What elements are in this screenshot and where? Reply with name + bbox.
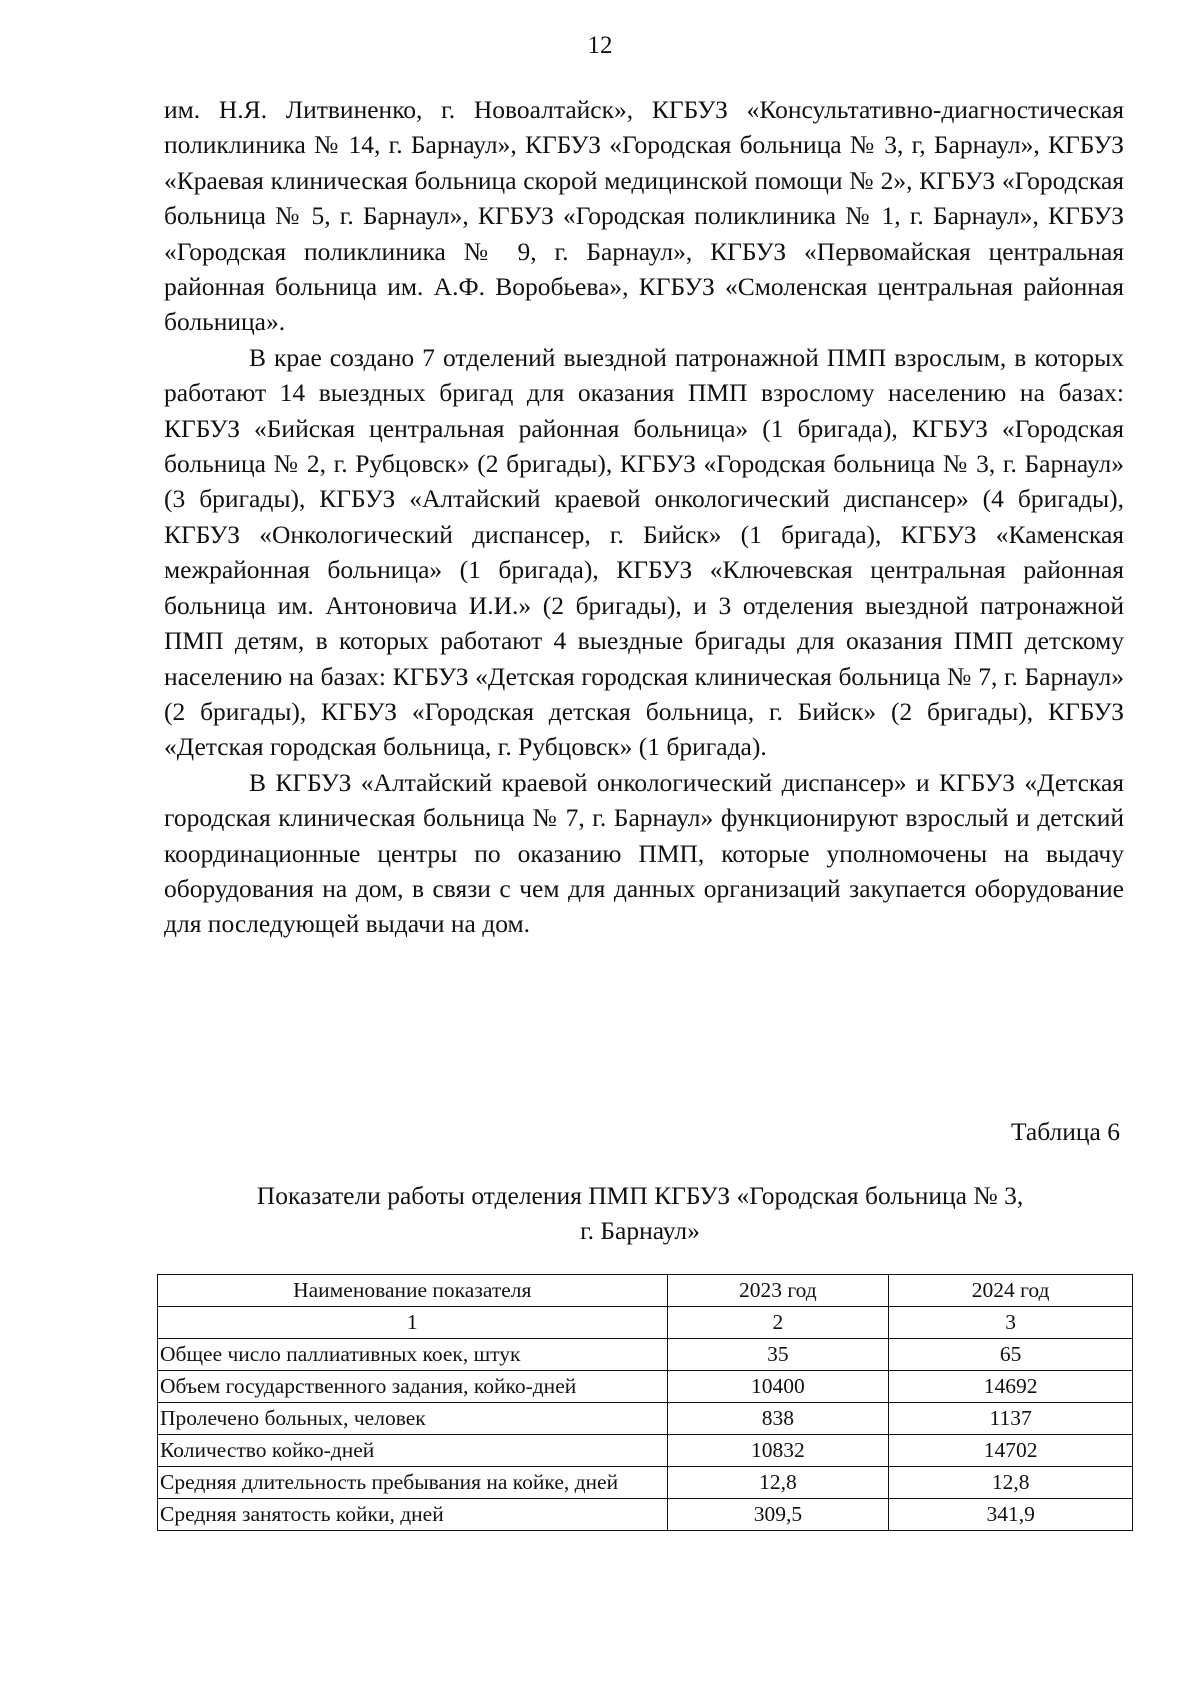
table-title [160, 1178, 1120, 1248]
table-title-line-1: Показатели работы отделения ПМП КГБУЗ «Городская больница № 3, [256, 1181, 1024, 1210]
row-indicator-name: Общее число паллиативных коек, штук [158, 1339, 668, 1371]
row-value-2023: 10832 [667, 1435, 889, 1467]
row-value-2024: 14692 [889, 1371, 1133, 1403]
row-value-2024: 12,8 [889, 1467, 1133, 1499]
column-number-2: 2 [667, 1307, 889, 1339]
paragraph-coordination-centers: В КГБУЗ «Алтайский краевой онкологический диспансер» и КГБУЗ «Детская городская клиническая больница № 7, г. Барнаул» функционируют взрослый и детский координационные центры по оказанию ПМП, которые уполномочены на выдачу оборудования на дом, в связи с чем для данных организаций закупается оборудование для последующей выдачи на дом. [164, 767, 1124, 939]
row-indicator-name: Объем государственного задания, койко-дней [158, 1371, 668, 1403]
table-label: Таблица 6 [1010, 1117, 1120, 1146]
table-row [158, 1499, 1133, 1531]
row-indicator-name: Количество койко-дней [158, 1435, 668, 1467]
row-value-2023: 838 [667, 1403, 889, 1435]
row-value-2024: 1137 [889, 1403, 1133, 1435]
document-body [164, 92, 1124, 942]
column-number-1: 1 [158, 1307, 668, 1339]
row-value-2023: 12,8 [667, 1467, 889, 1499]
header-year-2023: 2023 год [667, 1275, 889, 1307]
row-indicator-name: Пролечено больных, человек [158, 1403, 668, 1435]
indicators-table [157, 1274, 1133, 1531]
row-value-2023: 35 [667, 1339, 889, 1371]
table-header-row [158, 1275, 1133, 1307]
row-indicator-name: Средняя занятость койки, дней [158, 1499, 668, 1531]
row-value-2023: 309,5 [667, 1499, 889, 1531]
row-indicator-name: Средняя длительность пребывания на койке, дней [158, 1467, 668, 1499]
row-value-2024: 14702 [889, 1435, 1133, 1467]
table-row [158, 1339, 1133, 1371]
paragraph-palliative-units: В крае создано 7 отделений выездной патронажной ПМП взрослым, в которых работают 14 выездных бригад для оказания ПМП взрослому населению на базах: КГБУЗ «Бийская центральная районная больница» (1 бригада), КГБУЗ «Городская больница № 2, г. Рубцовск» (2 бригады), КГБУЗ «Городская больница № 3, г. Барнаул» (3 бригады), КГБУЗ «Алтайский краевой онкологический диспансер» (4 бригады), КГБУЗ «Онкологический диспансер, г. Бийск» (1 бригада), КГБУЗ «Каменская межрайонная больница» (1 бригада), КГБУЗ «Ключевская центральная районная больница им. Антоновича И.И.» (2 бригады), и 3 отделения выездной патронажной ПМП детям, в которых работают 4 выездные бригады для оказания ПМП детскому населению на базах: КГБУЗ «Детская городская клиническая больница № 7, г. Барнаул» (2 бригады), КГБУЗ «Городская детская больница, г. Бийск» (2 бригады), КГБУЗ «Детская городская больница, г. Рубцовск» (1 бригада). [164, 342, 1124, 762]
table-row [158, 1371, 1133, 1403]
row-value-2024: 65 [889, 1339, 1133, 1371]
header-year-2024: 2024 год [889, 1275, 1133, 1307]
header-indicator-name: Наименование показателя [158, 1275, 668, 1307]
table-column-numbers-row [158, 1307, 1133, 1339]
row-value-2023: 10400 [667, 1371, 889, 1403]
table-row [158, 1467, 1133, 1499]
row-value-2024: 341,9 [889, 1499, 1133, 1531]
column-number-3: 3 [889, 1307, 1133, 1339]
paragraph-continued: им. Н.Я. Литвиненко, г. Новоалтайск», КГБУЗ «Консультативно-диагностическая поликлиника № 14, г. Барнаул», КГБУЗ «Городская больница № 3, г, Барнаул», КГБУЗ «Краевая клиническая больница скорой медицинской помощи № 2», КГБУЗ «Городская больница № 5, г. Барнаул», КГБУЗ «Городская поликлиника № 1, г. Барнаул», КГБУЗ «Городская поликлиника № 9, г. Барнаул», КГБУЗ «Первомайская центральная районная больница им. А.Ф. Воробьева», КГБУЗ «Смоленская центральная районная больница». [164, 95, 1124, 337]
table-row [158, 1435, 1133, 1467]
table-title-line-2: г. Барнаул» [580, 1216, 700, 1245]
page-number: 12 [587, 32, 613, 59]
table-row [158, 1403, 1133, 1435]
